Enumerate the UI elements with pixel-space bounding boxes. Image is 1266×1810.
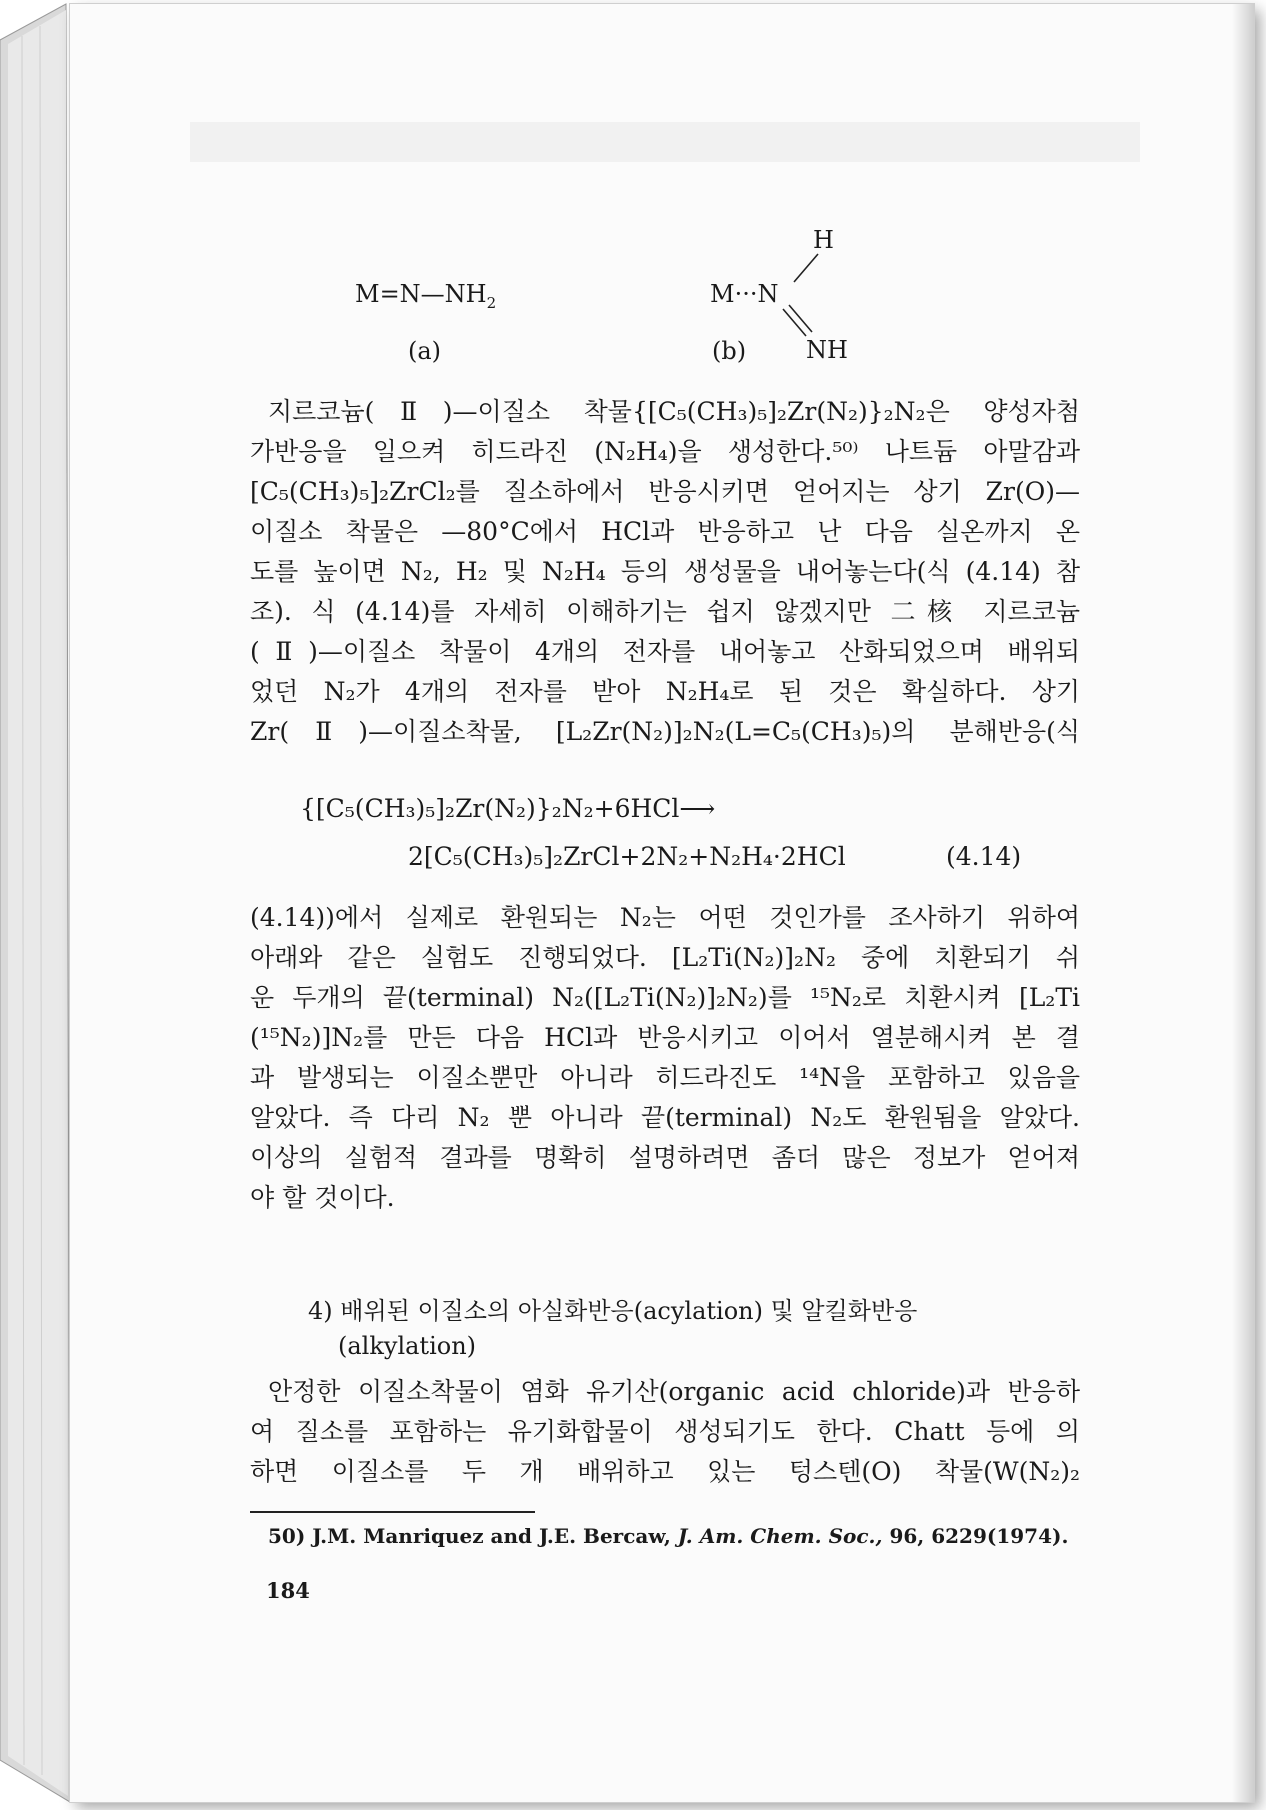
paragraph-1-line: Zr(Ⅱ)—이질소착물, [L₂Zr(N₂)]₂N₂(L=C₅(CH₃)₅)의 분해반응(식: [250, 717, 1080, 746]
paragraph-2-line: 알았다. 즉 다리 N₂ 뿐 아니라 끝(terminal) N₂도 환원됨을 알았다.: [250, 1103, 1080, 1132]
book-spine: [0, 0, 70, 1806]
paragraph-1: [250, 392, 1080, 752]
section-heading-continued: (alkylation): [338, 1332, 477, 1360]
footnote: [268, 1524, 1068, 1548]
paragraph-2-line: 야 할 것이다.: [250, 1183, 395, 1212]
section-heading: 4) 배위된 이질소의 아실화반응(acylation) 및 알킬화반응: [308, 1297, 918, 1325]
structure-b-bonds: [180, 0, 1085, 400]
paragraph-2-line: 운 두개의 끝(terminal) N₂([L₂Ti(N₂)]₂N₂)를 ¹⁵N₂로 치환시켜 [L₂Ti: [250, 983, 1080, 1012]
paragraph-1-line: 었던 N₂가 4개의 전자를 받아 N₂H₄로 된 것은 확실하다. 상기: [250, 677, 1080, 706]
structure-a-subscript: 2: [486, 293, 497, 312]
paragraph-1-line: (Ⅱ)—이질소 착물이 4개의 전자를 내어놓고 산화되었으며 배위되: [250, 637, 1080, 666]
page-stack-edge: [0, 0, 70, 1806]
structure-b-h-top: H: [813, 226, 834, 254]
page-number: 184: [266, 1578, 310, 1603]
structure-b-m-n: M···N: [710, 280, 779, 308]
paragraph-3: [250, 1372, 1080, 1492]
paragraph-1-line: 가반응을 일으켜 히드라진 (N₂H₄)을 생성한다.⁵⁰⁾ 나트듐 아말감과: [250, 437, 1080, 466]
paragraph-2: [250, 898, 1080, 1218]
footnote-authors: J.M. Manriquez and J.E. Bercaw,: [312, 1524, 671, 1548]
paragraph-1-line: 조). 식 (4.14)를 자세히 이해하기는 쉽지 않겠지만 二核 지르코늄: [250, 597, 1080, 626]
equation-line-2: 2[C₅(CH₃)₅]₂ZrCl+2N₂+N₂H₄·2HCl: [408, 842, 846, 871]
footnote-details: 96, 6229(1974).: [889, 1524, 1069, 1548]
paragraph-1-line: 이질소 착물은 —80°C에서 HCl과 반응하고 난 다음 실온까지 온: [250, 517, 1080, 546]
structure-b-nh: NH: [806, 336, 848, 364]
equation-number: (4.14): [946, 842, 1022, 871]
structure-a-label: (a): [408, 337, 442, 365]
footnote-journal: J. Am. Chem. Soc.,: [677, 1524, 883, 1548]
footnote-number: 50): [268, 1524, 306, 1548]
structure-a-formula: M=N—NH: [355, 280, 487, 308]
bond-n-n-1: [783, 309, 806, 336]
paragraph-3-line: 안정한 이질소착물이 염화 유기산(organic acid chloride)과 반응하: [268, 1377, 1080, 1406]
page-shadow: [1232, 4, 1254, 1802]
paragraph-1-line: 도를 높이면 N₂, H₂ 및 N₂H₄ 등의 생성물을 내어놓는다(식 (4.14) 참: [250, 557, 1080, 586]
bond-n-h: [794, 254, 818, 282]
paragraph-2-line: (4.14))에서 실제로 환원되는 N₂는 어떤 것인가를 조사하기 위하여: [250, 903, 1080, 932]
paragraph-1-line: [C₅(CH₃)₅]₂ZrCl₂를 질소하에서 반응시키면 얻어지는 상기 Zr(O)—: [250, 477, 1080, 506]
paragraph-2-line: 이상의 실험적 결과를 명확히 설명하려면 좀더 많은 정보가 얻어져: [250, 1143, 1080, 1172]
equation-line-1: {[C₅(CH₃)₅]₂Zr(N₂)}₂N₂+6HCl⟶: [300, 794, 716, 823]
bond-n-n-2: [789, 305, 812, 332]
paragraph-2-line: (¹⁵N₂)]N₂를 만든 다음 HCl과 반응시키고 이어서 열분해시켜 본 결: [250, 1023, 1080, 1052]
paragraph-3-line: 여 질소를 포함하는 유기화합물이 생성되기도 한다. Chatt 등에 의: [250, 1417, 1080, 1446]
paragraph-1-line: 지르코늄(Ⅱ)—이질소 착물{[C₅(CH₃)₅]₂Zr(N₂)}₂N₂은 양성자첨: [268, 397, 1080, 426]
page-content: [180, 0, 1085, 1800]
structure-b-label: (b): [712, 337, 747, 365]
paragraph-2-line: 아래와 같은 실험도 진행되었다. [L₂Ti(N₂)]₂N₂ 중에 치환되기 쉬: [250, 943, 1080, 972]
paragraph-2-line: 과 발생되는 이질소뿐만 아니라 히드라진도 ¹⁴N을 포함하고 있음을: [250, 1063, 1080, 1092]
footnote-rule: [250, 1511, 535, 1513]
paragraph-3-line: 하면 이질소를 두 개 배위하고 있는 텅스텐(O) 착물(W(N₂)₂: [250, 1457, 1080, 1486]
